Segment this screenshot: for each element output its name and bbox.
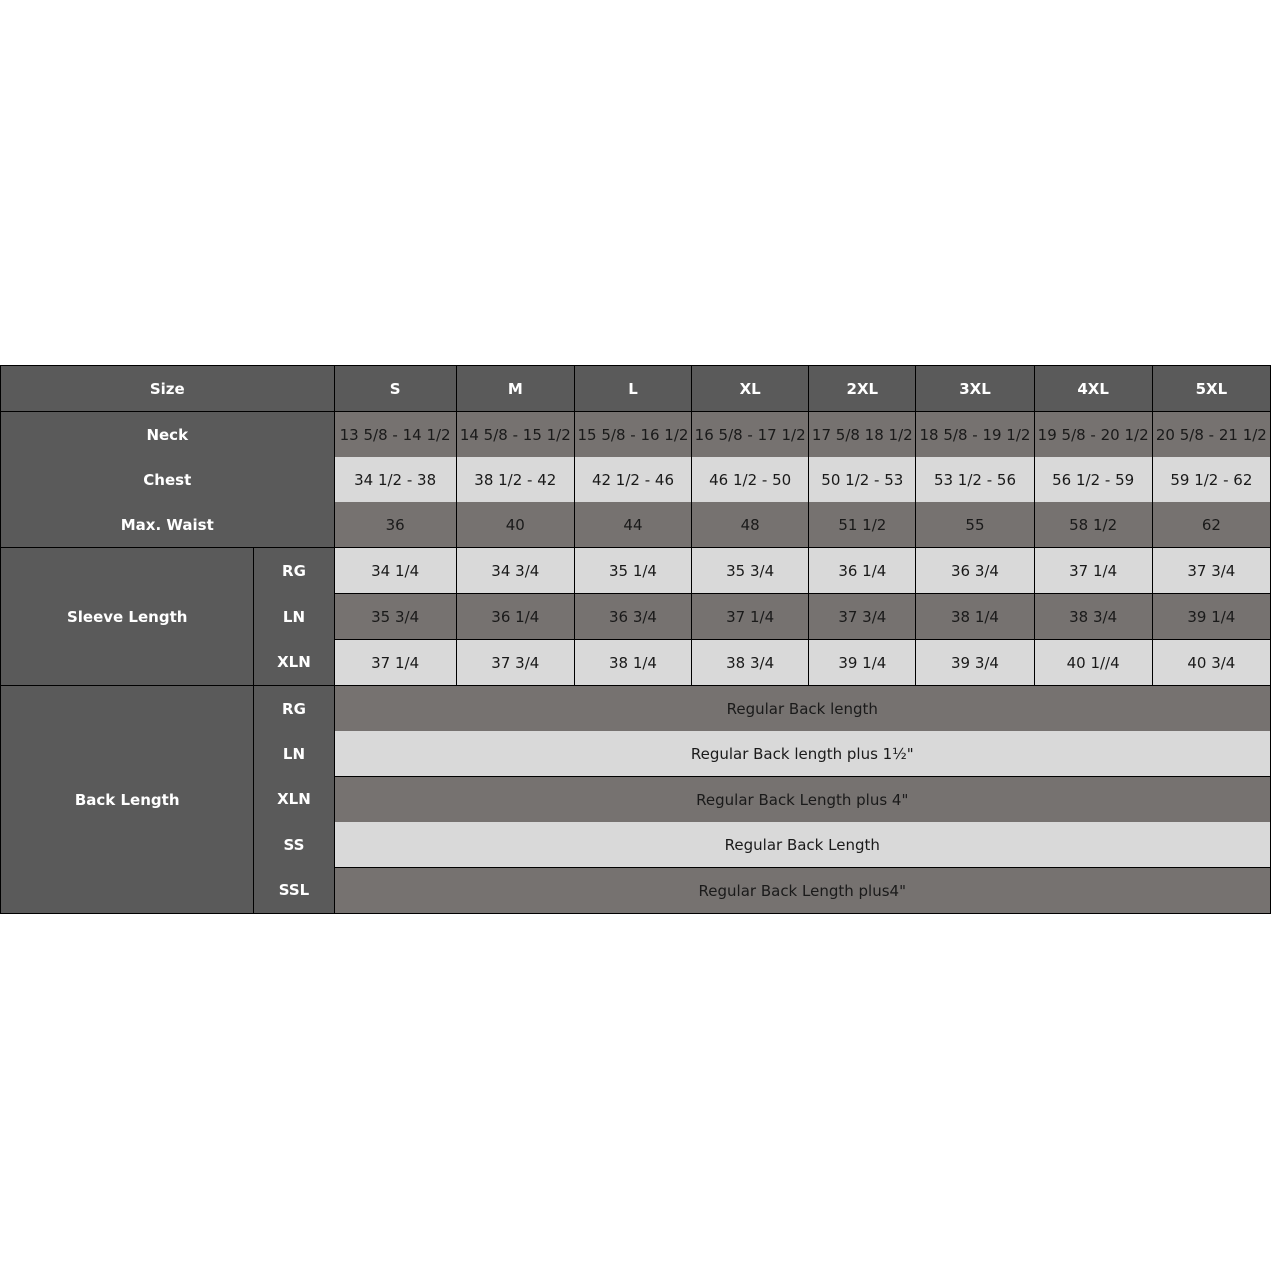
neck-value: 20 5/8 - 21 1/2 (1152, 412, 1270, 458)
sleeve-value: 38 3/4 (692, 640, 809, 686)
size-col-l: L (574, 366, 691, 412)
back-code: XLN (254, 777, 334, 823)
sleeve-code: LN (254, 594, 334, 640)
neck-value: 15 5/8 - 16 1/2 (574, 412, 691, 458)
sleeve-value: 35 3/4 (334, 594, 456, 640)
waist-value: 40 (456, 502, 574, 548)
size-col-m: M (456, 366, 574, 412)
neck-value: 19 5/8 - 20 1/2 (1034, 412, 1152, 458)
sleeve-value: 39 1/4 (809, 640, 916, 686)
back-code: LN (254, 731, 334, 777)
sleeve-value: 35 1/4 (574, 548, 691, 594)
sleeve-value: 39 3/4 (916, 640, 1034, 686)
neck-value: 18 5/8 - 19 1/2 (916, 412, 1034, 458)
sleeve-value: 37 3/4 (456, 640, 574, 686)
size-col-s: S (334, 366, 456, 412)
size-col-4xl: 4XL (1034, 366, 1152, 412)
size-chart-table (0, 365, 1271, 914)
sleeve-value: 38 1/4 (916, 594, 1034, 640)
sleeve-value: 36 3/4 (574, 594, 691, 640)
size-col-5xl: 5XL (1152, 366, 1270, 412)
waist-row (1, 502, 1271, 548)
sleeve-value: 34 3/4 (456, 548, 574, 594)
neck-value: 17 5/8 18 1/2 (809, 412, 916, 458)
neck-row (1, 412, 1271, 458)
sleeve-value: 38 1/4 (574, 640, 691, 686)
chest-value: 59 1/2 - 62 (1152, 457, 1270, 502)
sleeve-value: 37 3/4 (1152, 548, 1270, 594)
back-code: SS (254, 822, 334, 868)
size-col-3xl: 3XL (916, 366, 1034, 412)
back-length-label: Back Length (1, 686, 254, 914)
sleeve-value: 39 1/4 (1152, 594, 1270, 640)
chest-value: 34 1/2 - 38 (334, 457, 456, 502)
neck-value: 13 5/8 - 14 1/2 (334, 412, 456, 458)
size-col-xl: XL (692, 366, 809, 412)
sleeve-value: 37 1/4 (692, 594, 809, 640)
sleeve-value: 38 3/4 (1034, 594, 1152, 640)
size-header-label: Size (1, 366, 335, 412)
sleeve-value: 36 1/4 (456, 594, 574, 640)
waist-value: 55 (916, 502, 1034, 548)
neck-value: 14 5/8 - 15 1/2 (456, 412, 574, 458)
sleeve-code: XLN (254, 640, 334, 686)
sleeve-value: 40 3/4 (1152, 640, 1270, 686)
sleeve-value: 37 3/4 (809, 594, 916, 640)
size-col-2xl: 2XL (809, 366, 916, 412)
waist-value: 51 1/2 (809, 502, 916, 548)
waist-value: 36 (334, 502, 456, 548)
chest-value: 53 1/2 - 56 (916, 457, 1034, 502)
back-length-text: Regular Back length (334, 686, 1270, 732)
chest-value: 42 1/2 - 46 (574, 457, 691, 502)
sleeve-row-rg (1, 548, 1271, 594)
sleeve-value: 37 1/4 (334, 640, 456, 686)
chest-value: 50 1/2 - 53 (809, 457, 916, 502)
sleeve-length-label: Sleeve Length (1, 548, 254, 686)
sleeve-value: 40 1//4 (1034, 640, 1152, 686)
back-length-text: Regular Back Length (334, 822, 1270, 868)
waist-value: 62 (1152, 502, 1270, 548)
neck-label: Neck (1, 412, 335, 458)
chest-label: Chest (1, 457, 335, 502)
sleeve-value: 37 1/4 (1034, 548, 1152, 594)
size-header-row (1, 366, 1271, 412)
waist-value: 48 (692, 502, 809, 548)
neck-value: 16 5/8 - 17 1/2 (692, 412, 809, 458)
waist-value: 58 1/2 (1034, 502, 1152, 548)
back-code: RG (254, 686, 334, 732)
waist-value: 44 (574, 502, 691, 548)
back-length-text: Regular Back Length plus4" (334, 868, 1270, 914)
waist-label: Max. Waist (1, 502, 335, 548)
chest-value: 46 1/2 - 50 (692, 457, 809, 502)
sleeve-value: 36 1/4 (809, 548, 916, 594)
chest-row (1, 457, 1271, 502)
back-code: SSL (254, 868, 334, 914)
chest-value: 38 1/2 - 42 (456, 457, 574, 502)
sleeve-value: 35 3/4 (692, 548, 809, 594)
back-length-text: Regular Back length plus 1½" (334, 731, 1270, 777)
back-row-rg (1, 686, 1271, 732)
sleeve-code: RG (254, 548, 334, 594)
back-length-text: Regular Back Length plus 4" (334, 777, 1270, 823)
chest-value: 56 1/2 - 59 (1034, 457, 1152, 502)
sleeve-value: 36 3/4 (916, 548, 1034, 594)
sleeve-value: 34 1/4 (334, 548, 456, 594)
